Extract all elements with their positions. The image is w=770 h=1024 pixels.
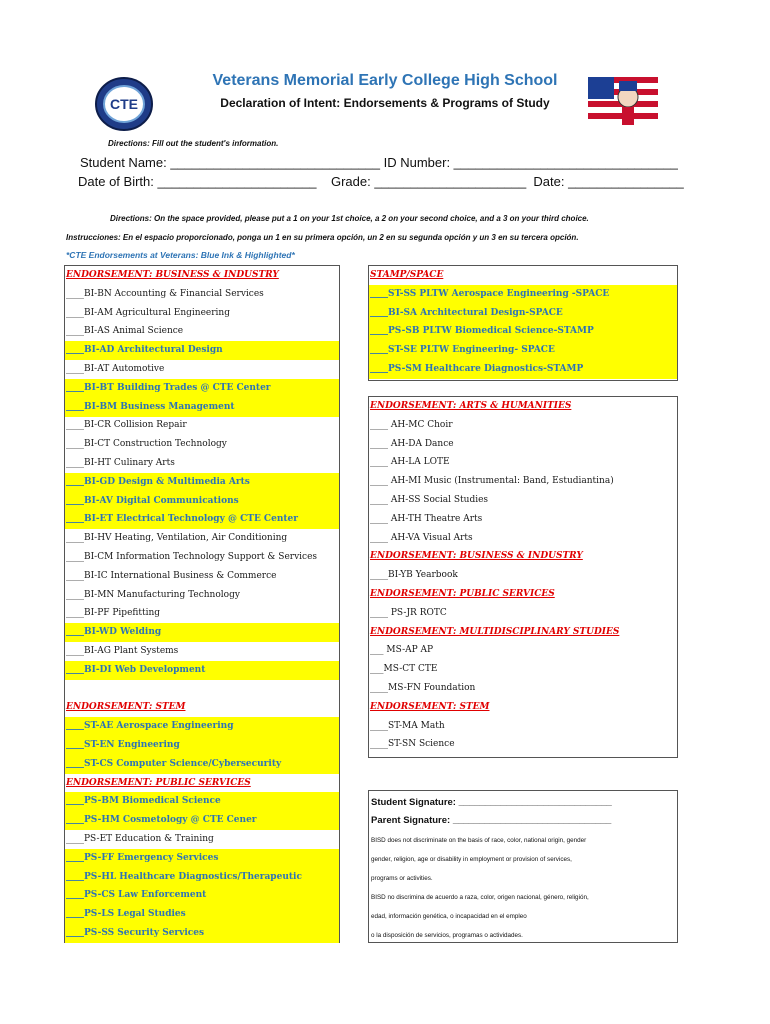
program-option-row[interactable]	[65, 811, 339, 830]
endorsement-header	[369, 623, 677, 642]
program-option-label: ____BI-AV Digital Communications	[66, 495, 239, 506]
dob-grade-date-fields[interactable]: Date of Birth: ______________________ Grade: _____________________ Date: ________________	[78, 174, 684, 189]
school-title: Veterans Memorial Early College High School	[212, 72, 558, 89]
program-option-label: ____BI-CM Information Technology Support & Services	[66, 552, 318, 562]
program-option-row[interactable]	[369, 304, 677, 323]
student-name-id-fields[interactable]: Student Name: _____________________________ ID Number: _______________________________	[80, 155, 678, 170]
endorsement-header	[369, 266, 677, 285]
patriotic-flag-image	[588, 73, 658, 129]
program-option-row[interactable]	[65, 398, 339, 417]
program-option-row[interactable]	[65, 736, 339, 755]
program-option-label: ____BI-AT Automotive	[66, 364, 165, 374]
program-option-label: ____ AH-TH Theatre Arts	[370, 513, 483, 524]
endorsement-header	[369, 585, 677, 604]
program-option-label: ____BI-AG Plant Systems	[66, 646, 179, 656]
program-option-row[interactable]	[65, 322, 339, 341]
parent-signature-field[interactable]: Parent Signature: ______________________________	[371, 815, 612, 826]
program-option-row[interactable]	[65, 510, 339, 529]
program-option-label: ____BI-MN Manufacturing Technology	[66, 589, 240, 600]
program-option-row[interactable]	[369, 510, 677, 529]
disclaimer-en-1: BISD does not discriminate on the basis of race, color, national origin, gender	[371, 837, 587, 844]
endorsement-header	[65, 266, 339, 285]
endorsement-header	[65, 774, 339, 793]
program-option-label: ____PS-LS Legal Studies	[66, 909, 186, 920]
program-option-label: ____BI-PF Pipefitting	[66, 608, 161, 619]
right-endorsement-table	[368, 396, 678, 758]
stamp-space-table	[368, 265, 678, 381]
program-option-label: ____ST-SN Science	[370, 739, 455, 750]
endorsement-header-label: ENDORSEMENT: MULTIDISCIPLINARY STUDIES	[370, 626, 620, 637]
endorsement-header-label: ENDORSEMENT: PUBLIC SERVICES	[370, 589, 555, 599]
program-option-row[interactable]	[65, 341, 339, 360]
program-option-label: ___ MS-AP AP	[370, 645, 434, 656]
program-option-label: ____BI-YB Yearbook	[370, 570, 458, 581]
program-option-row[interactable]	[65, 567, 339, 586]
cte-note: *CTE Endorsements at Veterans: Blue Ink & Highlighted*	[66, 250, 295, 260]
program-option-row[interactable]	[65, 755, 339, 774]
endorsement-header-label: ENDORSEMENT: STEM	[66, 702, 186, 713]
program-option-row[interactable]	[65, 849, 339, 868]
instrucciones: Instrucciones: En el espacio proporcionado, ponga un 1 en su primera opción, un 2 en su segunda opción y un 3 en su tercera opción.	[66, 233, 579, 242]
program-option-label: ____BI-GD Design & Multimedia Arts	[66, 476, 250, 487]
program-option-row[interactable]	[369, 472, 677, 491]
program-option-label: ____ST-SS PLTW Aerospace Engineering -SPACE	[370, 288, 610, 299]
program-option-row[interactable]	[65, 868, 339, 887]
program-option-row[interactable]	[369, 453, 677, 472]
program-option-row[interactable]	[369, 529, 677, 548]
program-option-row[interactable]	[65, 473, 339, 492]
program-option-row[interactable]	[65, 285, 339, 304]
program-option-row[interactable]	[369, 660, 677, 679]
program-option-row[interactable]	[369, 735, 677, 754]
program-option-row[interactable]	[65, 905, 339, 924]
program-option-label: ____BI-BT Building Trades @ CTE Center	[66, 382, 271, 393]
signature-box	[368, 790, 678, 943]
program-option-row[interactable]	[369, 679, 677, 698]
program-option-row[interactable]	[65, 830, 339, 849]
program-option-label: ____ AH-VA Visual Arts	[370, 532, 473, 543]
program-option-label: ____ AH-MI Music (Instrumental: Band, Estudiantina)	[370, 476, 614, 487]
program-option-row[interactable]	[369, 416, 677, 435]
program-option-label: ____ST-AE Aerospace Engineering	[66, 721, 234, 732]
disclaimer-es-1: BISD no discrimina de acuerdo a raza, color, origen nacional, género, religión,	[371, 894, 589, 901]
program-option-label: ____BI-HV Heating, Ventilation, Air Conditioning	[66, 533, 288, 544]
program-option-label: ____BI-BN Accounting & Financial Services	[66, 288, 264, 299]
directions-info: Directions: Fill out the student's information.	[108, 139, 279, 148]
program-option-label: ____ AH-SS Social Studies	[370, 495, 489, 505]
form-subtitle: Declaration of Intent: Endorsements & Programs of Study	[220, 96, 550, 110]
endorsement-header	[369, 698, 677, 717]
program-option-row[interactable]	[65, 623, 339, 642]
program-option-label: ____PS-ET Education & Training	[66, 834, 214, 844]
program-option-row[interactable]	[65, 661, 339, 680]
program-option-label: ____PS-HM Cosmetology @ CTE Cener	[66, 815, 257, 826]
program-option-label: ____PS-SM Healthcare Diagnostics-STAMP	[370, 364, 584, 374]
program-option-row[interactable]	[65, 454, 339, 473]
program-option-row[interactable]	[65, 792, 339, 811]
program-option-label: ____MS-FN Foundation	[370, 683, 476, 693]
program-option-label: ___MS-CT CTE	[370, 664, 438, 675]
program-option-label: ____ST-EN Engineering	[66, 740, 180, 750]
program-option-label: ____ AH-LA LOTE	[370, 457, 450, 468]
program-option-label: ____ST-MA Math	[370, 720, 445, 731]
program-option-row[interactable]	[65, 435, 339, 454]
program-option-label: ____BI-ET Electrical Technology @ CTE Center	[66, 514, 298, 525]
program-option-label: ____PS-CS Law Enforcement	[66, 890, 207, 901]
disclaimer-es-3: o la disposición de servicios, programas o actividades.	[371, 932, 523, 939]
program-option-row[interactable]	[369, 285, 677, 304]
program-option-row[interactable]	[65, 886, 339, 905]
endorsement-header-label: STAMP/SPACE	[370, 270, 444, 280]
program-option-label: ____BI-CT Construction Technology	[66, 439, 227, 450]
program-option-row[interactable]	[65, 492, 339, 511]
program-option-label: ____ST-SE PLTW Engineering- SPACE	[370, 345, 555, 356]
student-signature-field[interactable]: Student Signature: _____________________________	[371, 797, 612, 808]
program-option-row[interactable]	[369, 360, 677, 379]
program-option-row[interactable]	[65, 604, 339, 623]
program-option-label: ____PS-FF Emergency Services	[66, 852, 219, 863]
program-option-label: ____ AH-MC Choir	[370, 419, 453, 430]
program-option-row[interactable]	[65, 586, 339, 605]
endorsement-header	[65, 698, 339, 717]
program-option-label: ____BI-IC International Business & Commerce	[66, 570, 277, 581]
program-option-label: ____BI-DI Web Development	[66, 664, 206, 675]
program-option-label: ____BI-AS Animal Science	[66, 326, 184, 337]
program-option-row[interactable]	[65, 360, 339, 379]
endorsement-header-label: ENDORSEMENT: ARTS & HUMANITIES	[370, 401, 572, 411]
left-endorsement-table	[64, 265, 340, 943]
program-option-row[interactable]	[65, 304, 339, 323]
program-option-label: ____PS-HL Healthcare Diagnostics/Therapeutic	[66, 871, 302, 882]
program-option-row[interactable]	[65, 529, 339, 548]
program-option-row[interactable]	[369, 566, 677, 585]
program-option-label: ____ST-CS Computer Science/Cybersecurity	[66, 758, 282, 769]
program-option-row[interactable]	[65, 416, 339, 435]
disclaimer-en-3: programs or activities.	[371, 875, 433, 882]
program-option-row[interactable]	[65, 548, 339, 567]
program-option-label: ____BI-WD Welding	[66, 627, 162, 638]
endorsement-header-label: ENDORSEMENT: BUSINESS & INDUSTRY	[66, 270, 279, 280]
program-option-label: ____PS-SB PLTW Biomedical Science-STAMP	[370, 326, 594, 337]
endorsement-header-label: ENDORSEMENT: STEM	[370, 701, 490, 712]
program-option-row[interactable]	[65, 379, 339, 398]
disclaimer-en-2: gender, religion, age or disability in employment or provision of services,	[371, 856, 572, 863]
program-option-label: ____BI-SA Architectural Design-SPACE	[370, 307, 563, 318]
program-option-label: ____PS-SS Security Services	[66, 928, 205, 938]
program-option-row[interactable]	[369, 604, 677, 623]
program-option-row[interactable]	[369, 322, 677, 341]
program-option-label: ____BI-HT Culinary Arts	[66, 458, 175, 468]
program-option-label: ____BI-AD Architectural Design	[66, 345, 223, 356]
program-option-label: ____ AH-DA Dance	[370, 438, 454, 449]
program-option-label: ____BI-BM Business Management	[66, 401, 235, 412]
program-option-label: ____BI-AM Agricultural Engineering	[66, 307, 230, 318]
directions-choice: Directions: On the space provided, please put a 1 on your 1st choice, a 2 on your second choice, and a 3 on your third choice.	[110, 214, 589, 223]
program-option-label: ____ PS-JR ROTC	[370, 607, 447, 618]
logo-text: CTE	[110, 96, 138, 112]
program-option-row[interactable]	[369, 641, 677, 660]
program-option-row[interactable]	[369, 341, 677, 360]
program-option-label: ____BI-CR Collision Repair	[66, 420, 187, 431]
endorsement-header-label: ENDORSEMENT: PUBLIC SERVICES	[66, 777, 251, 788]
program-option-row[interactable]	[369, 717, 677, 736]
disclaimer-es-2: edad, información genética, o incapacidad en el empleo	[371, 913, 527, 920]
program-option-row[interactable]	[369, 491, 677, 510]
endorsement-header	[369, 397, 677, 416]
program-option-row[interactable]	[65, 924, 339, 943]
program-option-row[interactable]	[65, 717, 339, 736]
program-option-row[interactable]	[65, 680, 339, 699]
endorsement-header-label: ENDORSEMENT: BUSINESS & INDUSTRY	[370, 551, 583, 562]
program-option-label: ____PS-BM Biomedical Science	[66, 796, 221, 807]
program-option-row[interactable]	[369, 435, 677, 454]
endorsement-header	[369, 547, 677, 566]
program-option-row[interactable]	[65, 642, 339, 661]
